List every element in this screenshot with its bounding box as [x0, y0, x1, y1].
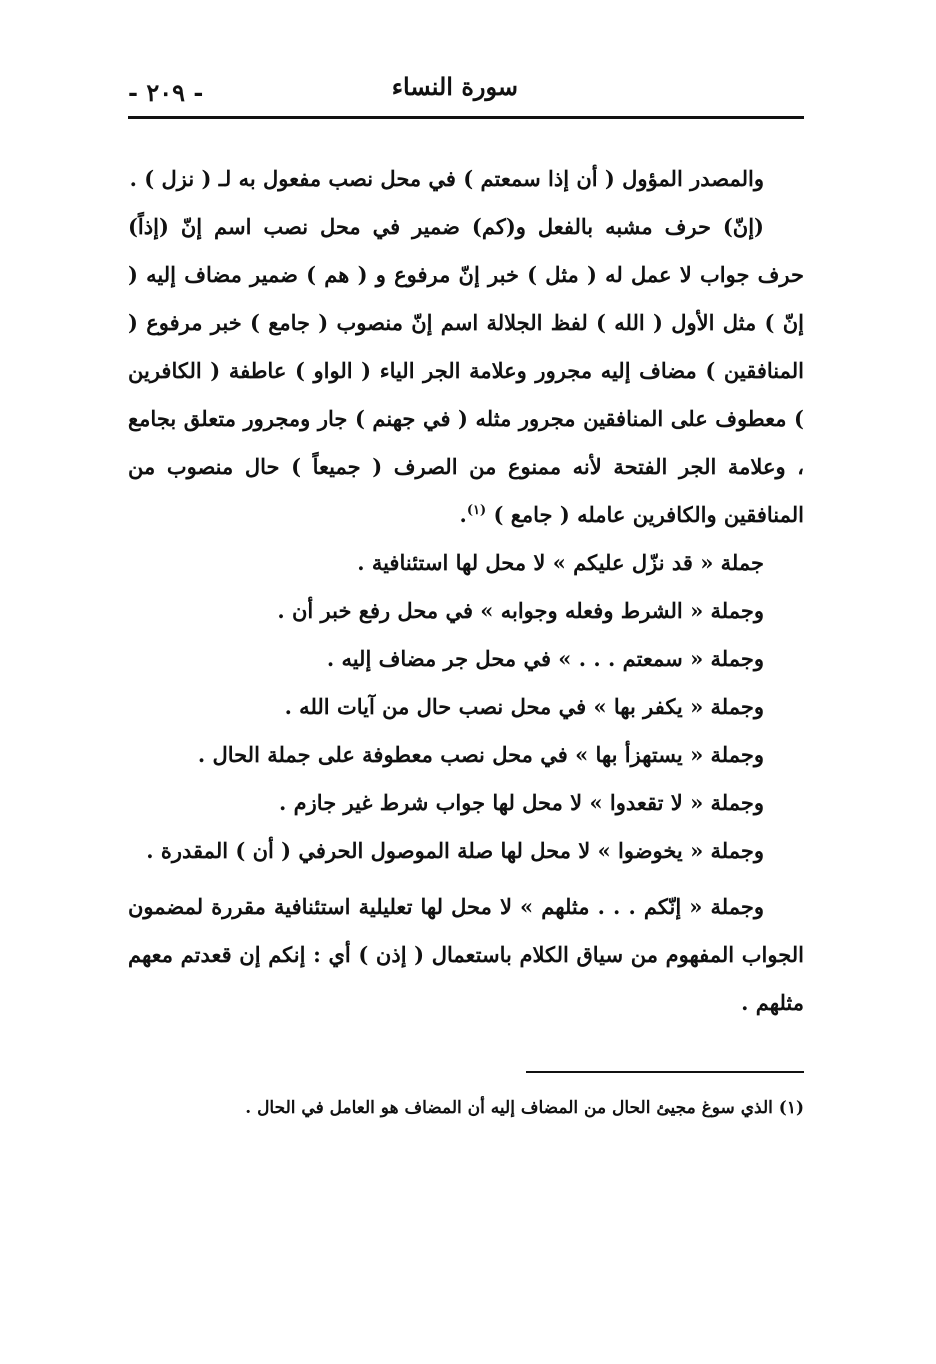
paragraph: وجملة « سمعتم . . . » في محل جر مضاف إليه .	[326, 646, 764, 671]
footnote-divider	[526, 1071, 804, 1073]
paragraph: جملة « قد نزّل عليكم » لا محل لها استئنافية .	[357, 550, 764, 575]
paragraph: وجملة « الشرط وفعله وجوابه » في محل رفع خبر أن .	[277, 598, 764, 623]
paragraph	[128, 203, 804, 539]
page-header	[128, 70, 804, 119]
paragraph: وجملة « يكفر بها » في محل نصب حال من آيات الله .	[284, 694, 764, 719]
paragraph: وجملة « لا تقعدوا » لا محل لها جواب شرط غير جازم .	[279, 790, 764, 815]
page-number: - ٢٠٩ -	[128, 78, 204, 107]
sentence-end: .	[459, 502, 467, 527]
book-page	[128, 70, 804, 1123]
paragraph: وجملة « يستهزأ بها » في محل نصب معطوفة على جملة الحال .	[197, 742, 764, 767]
paragraph: وجملة « إنّكم . . . مثلهم » لا محل لها تعليلية استئنافية مقررة لمضمون الجواب المفهوم من سياق الكلام باستعمال ( إذن ) أي : إنكم إن قعدتم معهم مثلهم .	[128, 894, 804, 1015]
paragraph: وجملة « يخوضوا » لا محل لها صلة الموصول الحرفي ( أن ) المقدرة .	[146, 838, 764, 863]
surah-title: سورة النساء	[391, 72, 518, 101]
footnote-marker: (١)	[466, 503, 487, 518]
footnote: (١) الذي سوغ مجيئ الحال من المضاف إليه أن المضاف هو العامل في الحال .	[245, 1098, 804, 1118]
paragraph-text: (إنّ) حرف مشبه بالفعل و(كم) ضمير في محل نصب اسم إنّ (إذاً) حرف جواب لا عمل له ( مثل ) خبر إنّ مرفوع و ( هم ) ضمير مضاف إليه ( إنّ ) مثل الأول ( الله ) لفظ الجلالة اسم إنّ منصوب ( جامع ) خبر مرفوع ( المنافقين ) مضاف إليه مجرور وعلامة الجر الياء ( الواو ) عاطفة ( الكافرين ) معطوف على المنافقين مجرور مثله ( في جهنم ) جار ومجرور متعلق بجامع ، وعلامة الجر الفتحة لأنه ممنوع من الصرف ( جميعاً ) حال منصوب من المنافقين والكافرين عامله ( جامع )	[128, 214, 804, 527]
page-body	[128, 155, 804, 1027]
paragraph: والمصدر المؤول ( أن إذا سمعتم ) في محل نصب مفعول به لـ ( نزل ) .	[129, 166, 764, 191]
